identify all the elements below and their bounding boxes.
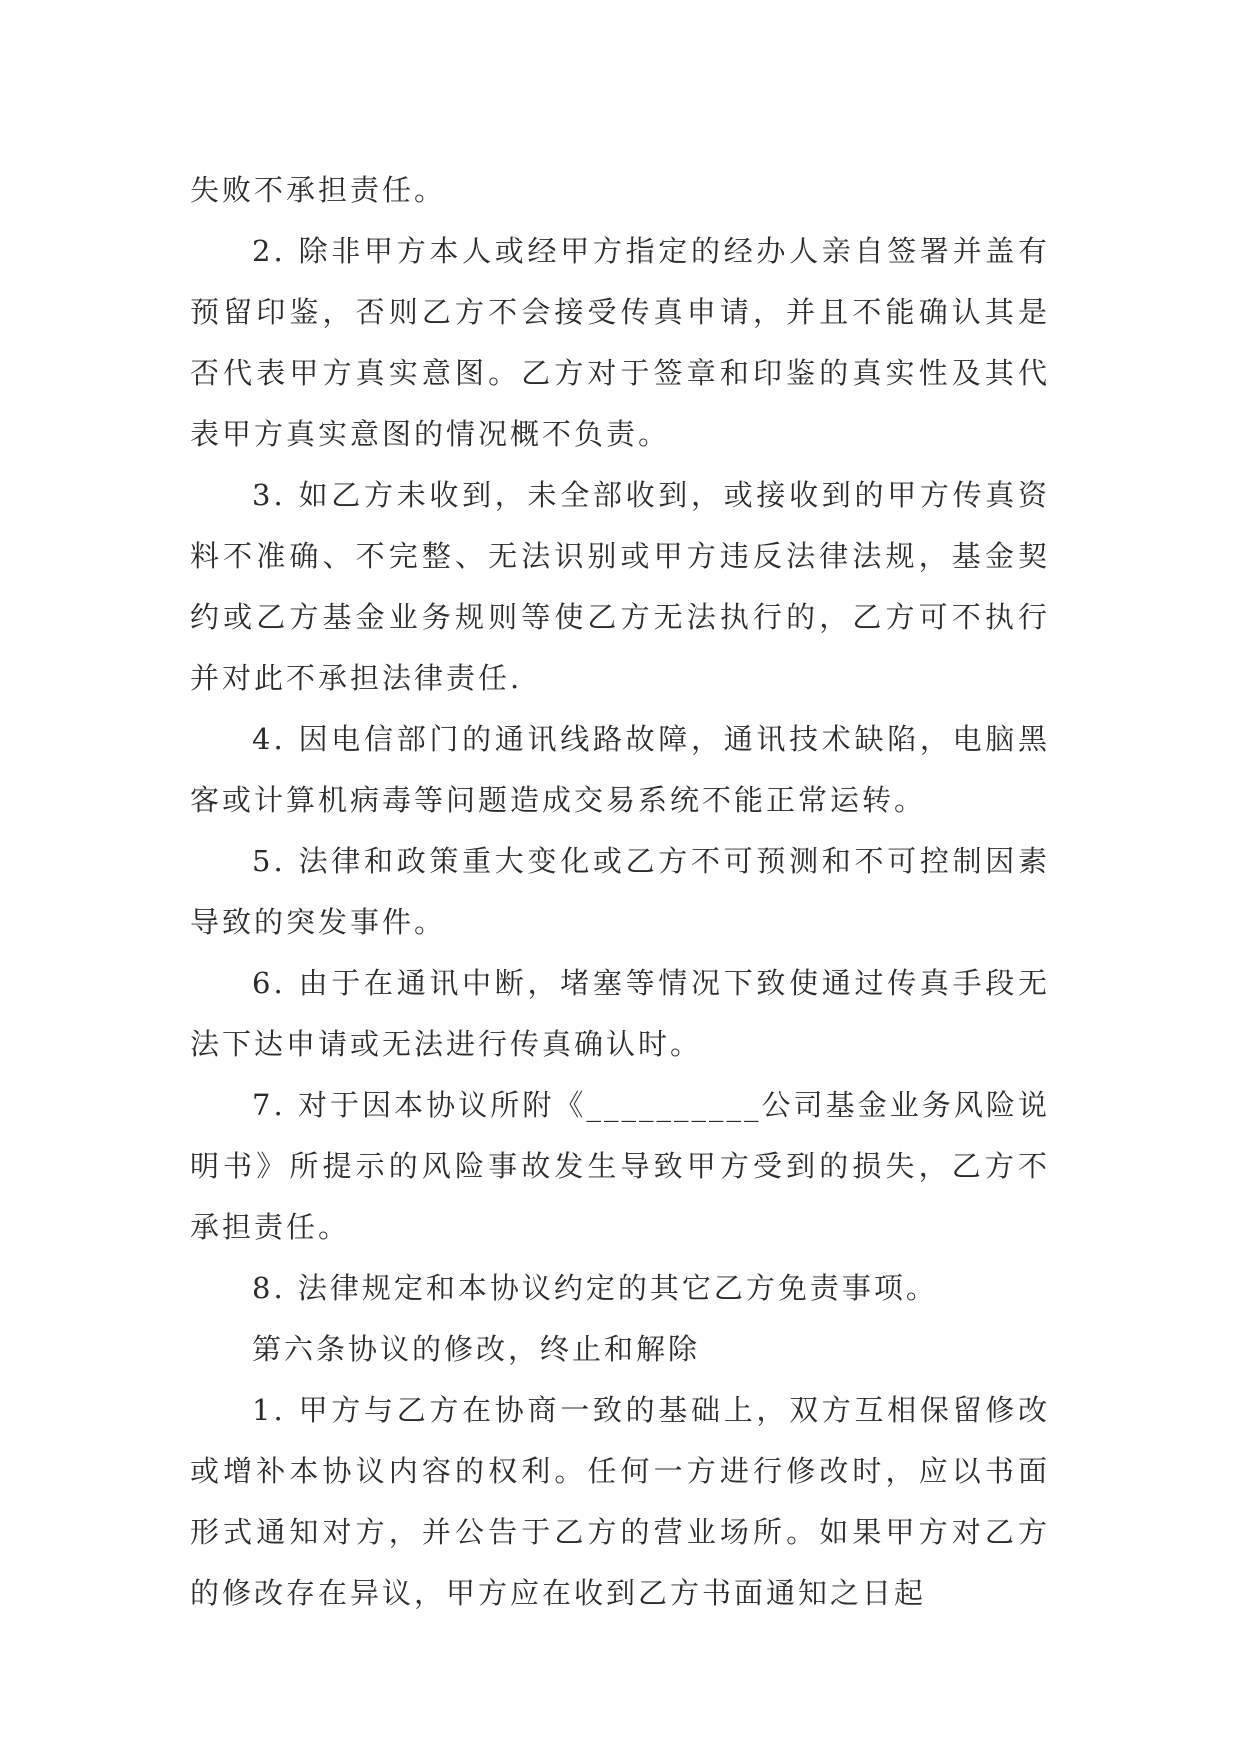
section-heading-article-6: 第六条协议的修改，终止和解除 (252, 1332, 701, 1366)
paragraph-item-4: 4. 因电信部门的通讯线路故障，通讯技术缺陷，电脑黑客或计算机病毒等问题造成交易系统不能正常运转。 (190, 722, 1050, 817)
paragraph-article-6-item-1: 1. 甲方与乙方在协商一致的基础上，双方互相保留修改或增补本协议内容的权利。任何一方进行修改时，应以书面形式通知对方，并公告于乙方的营业场所。如果甲方对乙方的修改存在异议，甲方应在收到乙方书面通知之日起 (190, 1393, 1050, 1610)
paragraph-continuation: 失败不承担责任。 (190, 173, 447, 207)
paragraph-item-8: 8. 法律规定和本协议约定的其它乙方免责事项。 (252, 1271, 938, 1305)
paragraph-item-2: 2. 除非甲方本人或经甲方指定的经办人亲自签署并盖有预留印鉴，否则乙方不会接受传真申请，并且不能确认其是否代表甲方真实意图。乙方对于签章和印鉴的真实性及其代表甲方真实意图的情况概不负责。 (190, 234, 1050, 451)
paragraph-item-5: 5. 法律和政策重大变化或乙方不可预测和不可控制因素导致的突发事件。 (190, 844, 1050, 939)
document-body (190, 160, 1050, 1624)
paragraph-item-7: 7. 对于因本协议所附《__________公司基金业务风险说明书》所提示的风险事故发生导致甲方受到的损失，乙方不承担责任。 (190, 1088, 1050, 1244)
paragraph-item-3: 3. 如乙方未收到，未全部收到，或接收到的甲方传真资料不准确、不完整、无法识别或甲方违反法律法规，基金契约或乙方基金业务规则等使乙方无法执行的，乙方可不执行并对此不承担法律责任. (190, 478, 1050, 695)
paragraph-item-6: 6. 由于在通讯中断，堵塞等情况下致使通过传真手段无法下达申请或无法进行传真确认时。 (190, 966, 1050, 1061)
